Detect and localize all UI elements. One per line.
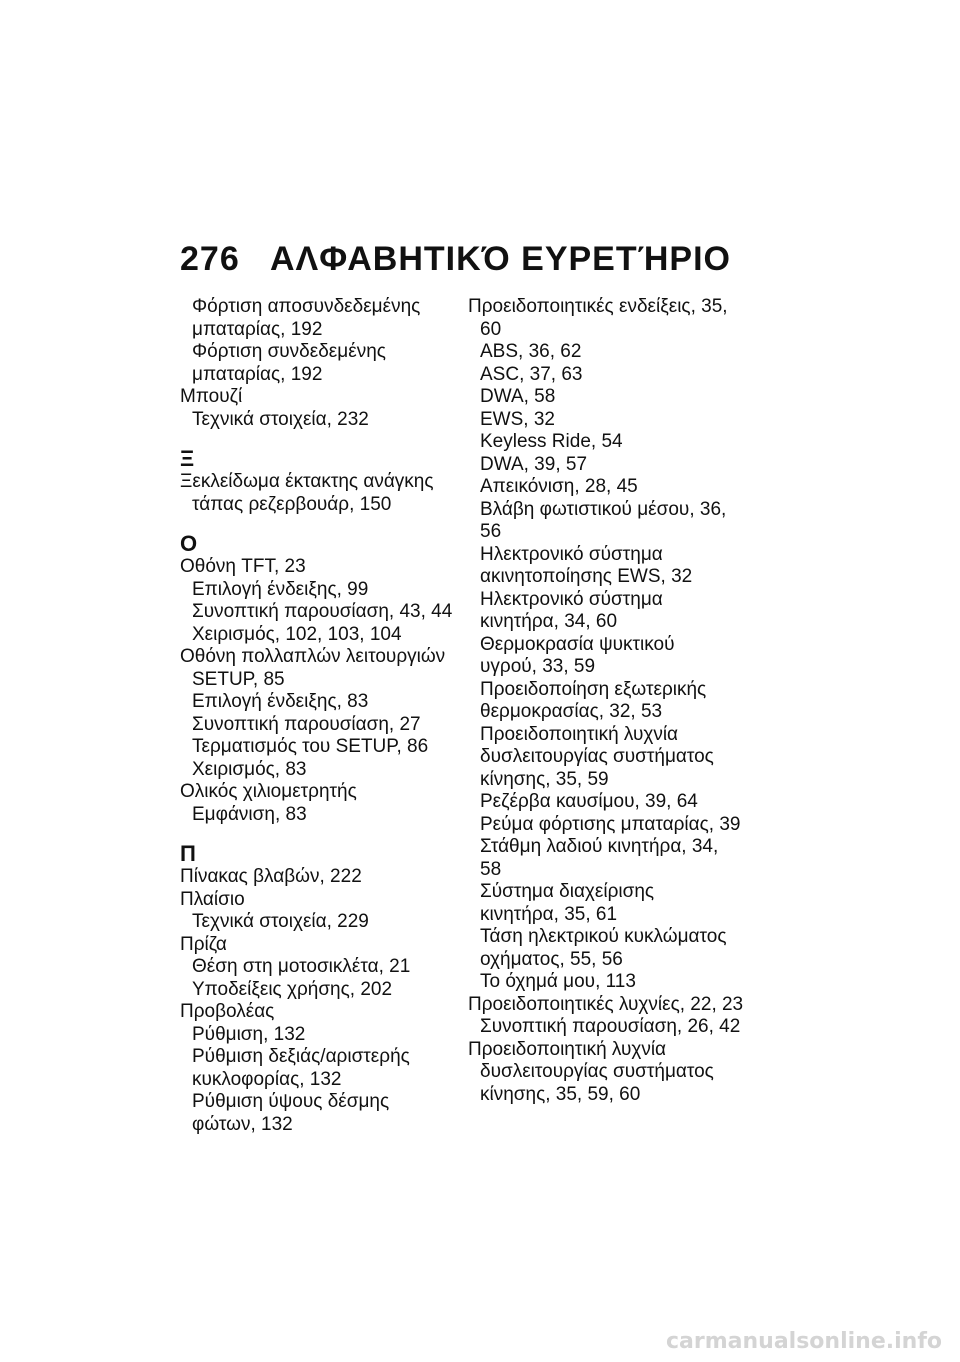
index-entry: 60 <box>480 318 502 340</box>
index-entry: Συνοπτική παρουσίαση, 43, 44 <box>192 601 453 622</box>
index-entry: κινητήρα, 34, 60 <box>480 611 618 632</box>
index-entry: DWA, 39, 57 <box>480 453 588 475</box>
index-entry: ASC, 37, 63 <box>480 363 583 385</box>
index-entry: SETUP, 85 <box>192 668 285 690</box>
index-entry: Ηλεκτρονικό σύστημα <box>480 543 663 565</box>
index-entry: 56 <box>480 521 502 542</box>
index-letter-heading: Π <box>180 841 196 866</box>
index-entry: Προειδοποιητικές ενδείξεις, 35, <box>468 296 728 317</box>
index-entry: Τεχνικά στοιχεία, 229 <box>192 911 369 932</box>
index-entry: Φόρτιση συνδεδεμένης <box>192 341 386 362</box>
index-entry: τάπας ρεζερβουάρ, 150 <box>192 493 392 515</box>
index-entry: θερμοκρασίας, 32, 53 <box>480 701 663 722</box>
index-entry: Ρύθμιση ύψους δέσμης <box>192 1091 390 1112</box>
index-entry: Απεικόνιση, 28, 45 <box>480 476 638 497</box>
index-entry: Θερμοκρασία ψυκτικού <box>480 633 675 655</box>
index-column-left <box>180 296 460 1136</box>
index-entry: Επιλογή ένδειξης, 99 <box>192 578 369 600</box>
watermark[interactable]: carmanualsonline.info <box>666 1329 942 1354</box>
index-entry: ακινητοποίησης EWS, 32 <box>480 566 693 587</box>
index-column-right <box>468 296 748 1106</box>
index-entry: Προειδοποιητική λυχνία <box>468 1038 667 1060</box>
index-entry: Χειρισμός, 102, 103, 104 <box>192 623 402 645</box>
index-entry: Προειδοποιητικές λυχνίες, 22, 23 <box>468 993 744 1015</box>
index-entry: Τεχνικά στοιχεία, 232 <box>192 408 369 430</box>
index-entry: Ξεκλείδωμα έκτακτης ανάγκης <box>180 471 434 492</box>
page-title: ΑΛΦΑΒΗΤΙΚΌ ΕΥΡΕΤΉΡΙΟ <box>270 240 731 278</box>
index-entry: κίνησης, 35, 59 <box>480 768 609 790</box>
index-entry: Ηλεκτρονικό σύστημα <box>480 588 663 610</box>
index-entry: Βλάβη φωτιστικού μέσου, 36, <box>480 498 727 520</box>
index-entry: Φόρτιση αποσυνδεδεμένης <box>192 296 421 317</box>
index-entry: Προειδοποιητική λυχνία <box>480 723 679 745</box>
index-entry: Ρύθμιση, 132 <box>192 1023 306 1045</box>
index-entry: Προειδοποίηση εξωτερικής <box>480 678 707 700</box>
index-entry: Σύστημα διαχείρισης <box>480 881 655 902</box>
index-entry: Τάση ηλεκτρικού κυκλώματος <box>480 926 727 947</box>
index-entry: φώτων, 132 <box>192 1113 293 1135</box>
index-entry: EWS, 32 <box>480 408 555 430</box>
index-entry: Keyless Ride, 54 <box>480 431 623 452</box>
index-entry: Πλαίσιο <box>180 888 245 910</box>
index-entry: κυκλοφορίας, 132 <box>192 1068 342 1090</box>
index-entry: Στάθμη λαδιού κινητήρα, 34, <box>480 836 719 857</box>
index-entry: Ρύθμιση δεξιάς/αριστερής <box>192 1046 410 1067</box>
index-entry: υγρού, 33, 59 <box>480 656 596 677</box>
index-entry: Πρίζα <box>180 933 227 955</box>
index-entry: Μπουζί <box>180 386 243 407</box>
index-entry: μπαταρίας, 192 <box>192 318 323 340</box>
index-entry: κινητήρα, 35, 61 <box>480 903 618 925</box>
index-entry: Επιλογή ένδειξης, 83 <box>192 691 369 712</box>
index-entry: Πίνακας βλαβών, 222 <box>180 866 362 887</box>
index-entry: Εμφάνιση, 83 <box>192 803 307 825</box>
index-entry: Συνοπτική παρουσίαση, 27 <box>192 713 421 735</box>
index-entry: Ολικός χιλιομετρητής <box>180 781 357 802</box>
index-letter-heading: Ο <box>180 531 198 556</box>
index-entry: Τερματισμός του SETUP, 86 <box>192 736 429 757</box>
index-entry: Συνοπτική παρουσίαση, 26, 42 <box>480 1016 741 1037</box>
index-entry: Προβολέας <box>180 1001 275 1022</box>
index-entry: Ρεύμα φόρτισης μπαταρίας, 39 <box>480 813 741 835</box>
index-entry: Υποδείξεις χρήσης, 202 <box>192 978 393 1000</box>
index-entry: δυσλειτουργίας συστήματος <box>480 1061 714 1082</box>
index-entry: Το όχημά μου, 113 <box>480 971 636 992</box>
index-entry: Θέση στη μοτοσικλέτα, 21 <box>192 956 411 977</box>
index-entry: 58 <box>480 858 502 880</box>
index-entry: κίνησης, 35, 59, 60 <box>480 1083 641 1105</box>
index-entry: μπαταρίας, 192 <box>192 363 323 385</box>
index-entry: Ρεζέρβα καυσίμου, 39, 64 <box>480 791 698 812</box>
index-entry: DWA, 58 <box>480 386 556 407</box>
index-entry: Χειρισμός, 83 <box>192 758 307 780</box>
index-entry: οχήματος, 55, 56 <box>480 948 623 970</box>
index-entry: ABS, 36, 62 <box>480 341 582 362</box>
index-entry: Οθόνη TFT, 23 <box>180 556 306 577</box>
index-entry: Οθόνη πολλαπλών λειτουργιών <box>180 646 446 667</box>
page-number: 276 <box>180 240 240 278</box>
index-entry: δυσλειτουργίας συστήματος <box>480 746 714 767</box>
index-letter-heading: Ξ <box>180 446 195 471</box>
